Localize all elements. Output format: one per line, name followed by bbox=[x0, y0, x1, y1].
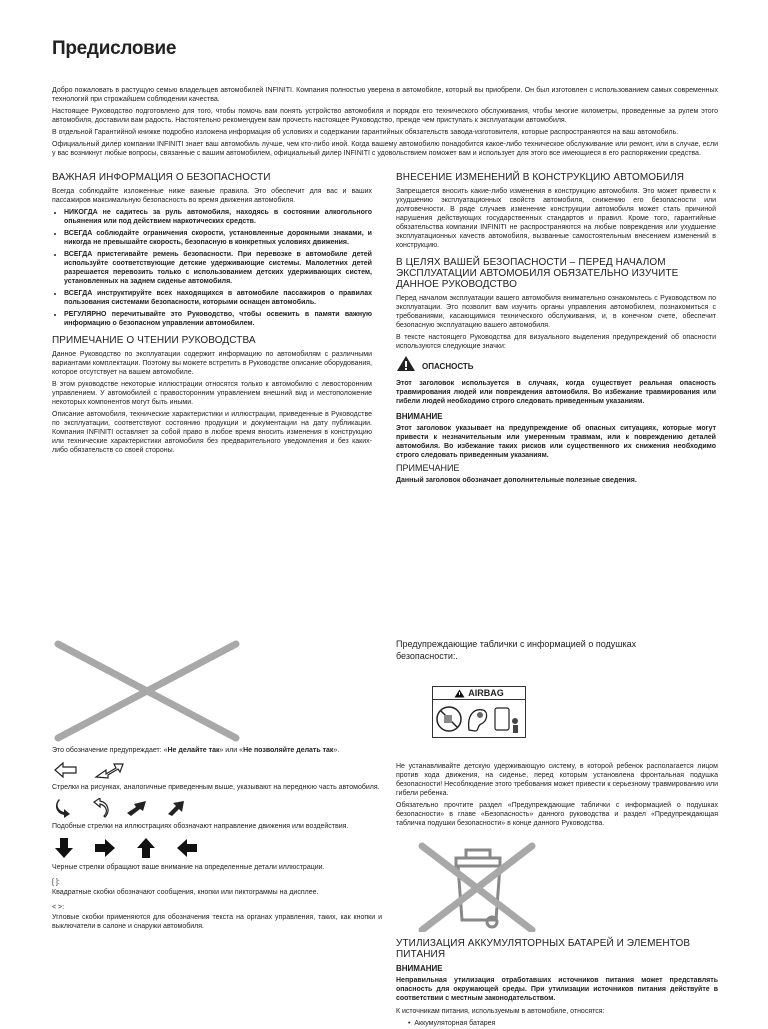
square-bracket-text: Квадратные скобки обозначают сообщения, кнопки или пиктограммы на дисплее. bbox=[52, 889, 319, 896]
battery-warning-label: ВНИМАНИЕ bbox=[396, 964, 443, 973]
curved-arrow-up-icon bbox=[90, 798, 110, 818]
modifications-heading: ВНЕСЕНИЕ ИЗМЕНЕНИЙ В КОНСТРУКЦИЮ АВТОМОБИЛЯ bbox=[396, 172, 685, 183]
safety-list bbox=[52, 208, 372, 328]
arrows-front-text: Стрелки на рисунках, аналогичные приведенным выше, указывают на переднюю часть автомобиля. bbox=[52, 784, 380, 791]
airbag-section bbox=[396, 762, 718, 831]
angle-bracket-symbol: < >: bbox=[52, 904, 65, 911]
angle-bracket-text: Угловые скобки применяются для обозначения текста на органах управления, таких, как кнопки и выключатели в салоне и снаружи автомобиля. bbox=[52, 914, 382, 930]
warning-text: Этот заголовок указывает на предупреждение об опасных ситуациях, которые могут привести к незначительным или умеренным травмам, или к повреждению деталей автомобиля. Во избежание таких рисков или существенного их снижения необходимо строго следовать приведенным указаниям. bbox=[396, 425, 716, 459]
warning-triangle-icon bbox=[454, 689, 465, 698]
list-item: • РЕГУЛЯРНО перечитывайте это Руководство, чтобы освежить в памяти важную информацию о безопасном управлении автомобилем. bbox=[64, 310, 372, 328]
note-label: ПРИМЕЧАНИЕ bbox=[396, 463, 460, 473]
outline-arrow-angled-icon bbox=[94, 761, 124, 779]
airbag-label-header bbox=[433, 687, 525, 700]
list-item: • ВСЕГДА соблюдайте ограничения скорости, установленные дорожными знаками, и никогда не превышайте скорость, безопасную в конкретных условиях движения. bbox=[64, 229, 372, 247]
study-heading: В ЦЕЛЯХ ВАШЕЙ БЕЗОПАСНОСТИ – ПЕРЕД НАЧАЛОМ ЭКСПЛУАТАЦИИ АВТОМОБИЛЯ ОБЯЗАТЕЛЬНО ИЗУЧИТЕ ДАННОЕ РУКОВОДСТВО bbox=[396, 257, 679, 290]
danger-label: ОПАСНОСТЬ bbox=[422, 361, 474, 371]
black-arrow-left-icon bbox=[176, 838, 198, 858]
intro-paragraph: Настоящее Руководство подготовлено для того, чтобы помочь вам понять устройство автомобиля и порядок его технического обслуживания, чтобы многие километры, проведенные за рулем этого автомобиля, доставили вам радость. Настоятельно рекомендуем вам прочесть настоящее Руководство, прежде чем приступать к эксплуатации автомобиля. bbox=[52, 108, 718, 124]
black-arrow-up-icon bbox=[136, 837, 156, 859]
prohibition-cross-icon bbox=[52, 640, 242, 742]
danger-text: Этот заголовок используется в случаях, когда существует реальная опасность травмирования людей или повреждения автомобиля. Во избежание травмирования или гибели людей необходимо строго следовать приведенным указаниям. bbox=[396, 380, 716, 405]
danger-row bbox=[396, 355, 716, 377]
intro-paragraph: В отдельной Гарантийной книжке подробно изложена информация об условиях и содержании гарантийных обязательств завода-изготовителя, которые распространяются на ваш автомобиль. bbox=[52, 129, 679, 136]
black-arrow-right-icon bbox=[94, 838, 116, 858]
study-paragraph: Перед началом эксплуатации вашего автомобиля внимательно ознакомьтесь с Руководством по эксплуатации. Это позволит вам изучить органы управления автомобилем, познакомиться с требованиями, касающимися технического обслуживания, и, в конечном счете, обеспечит безопасную эксплуатацию вашего автомобиля. bbox=[396, 295, 716, 329]
outline-arrow-left-icon bbox=[54, 762, 78, 778]
battery-warning-text: Неправильная утилизация отработавших источников питания может представлять опасность для окружающей среды. При утилизации источников питания действуйте в соответствии с местным законодательством. bbox=[396, 977, 718, 1002]
study-paragraph: В тексте настоящего Руководства для визуального выделения предупреждений об опасности используются следующие значки: bbox=[396, 334, 716, 350]
modifications-text: Запрещается вносить какие-либо изменения в конструкцию автомобиля. Это может привести к ухудшению эксплуатационных свойств автомобиля, снижению его безопасности или долговечности. В ряде случаев изменение конструкции автомобиля может стать причиной нарушения действующих государственных стандартов и правил. Кроме того, гарантийные обязательства компании INFINITI не распространяются на любые повреждения или ухудшение эксплуатационных качеств автомобиля, вызванные самостоятельным внесением изменений в конструкцию. bbox=[396, 188, 716, 249]
black-arrow-down-icon bbox=[54, 837, 74, 859]
warning-triangle-icon bbox=[396, 355, 416, 377]
battery-section bbox=[396, 938, 718, 1029]
battery-heading: УТИЛИЗАЦИЯ АККУМУЛЯТОРНЫХ БАТАРЕЙ И ЭЛЕМЕНТОВ ПИТАНИЯ bbox=[396, 938, 691, 960]
reading-paragraph: Описание автомобиля, технические характеристики и иллюстрации, приведенные в Руководстве по эксплуатации, соответствуют состоянию продукции и документации на дату публикации. Компания INFINITI оставляет за собой право в любое время вносить изменения в конструкцию или технические характеристики автомобиля без предварительного уведомления и без каких-либо обязательств со своей стороны. bbox=[52, 411, 372, 454]
intro-section bbox=[52, 86, 718, 161]
airbag-label-text: AIRBAG bbox=[468, 688, 504, 698]
square-bracket-symbol: [ ]: bbox=[52, 879, 60, 886]
symbols-section bbox=[52, 746, 382, 934]
front-arrows-row bbox=[54, 761, 382, 779]
left-column bbox=[52, 172, 372, 458]
airbag-caption: Предупреждающие таблички с информацией о подушках безопасности:. bbox=[396, 639, 637, 661]
arrows-motion-text: Подобные стрелки на иллюстрациях обозначают направление движения или воздействия. bbox=[52, 823, 349, 830]
list-item: • Аккумуляторная батарея bbox=[408, 1020, 496, 1027]
safety-heading: ВАЖНАЯ ИНФОРМАЦИЯ О БЕЗОПАСНОСТИ bbox=[52, 172, 271, 183]
reading-paragraph: Данное Руководство по эксплуатации содержит информацию по автомобилям с различными вариантами комплектации. Поэтому вы можете встретить в Руководстве описание оборудования, которое отсутствует на вашем автомобиле. bbox=[52, 351, 372, 376]
safety-lead: Всегда соблюдайте изложенные ниже важные правила. Это обеспечит для вас и ваших пассажиров максимальную безопасность во время движения автомобиля. bbox=[52, 188, 372, 204]
reading-paragraph: В этом руководстве некоторые иллюстрации относятся только к автомобилю с левосторонним управлением. У автомобилей с правосторонним управлением внешний вид и местоположение некоторых компонентов могут быть иными. bbox=[52, 381, 372, 406]
right-column bbox=[396, 172, 716, 488]
curved-arrow-down-icon bbox=[54, 798, 74, 818]
reading-heading: ПРИМЕЧАНИЕ О ЧТЕНИИ РУКОВОДСТВА bbox=[52, 335, 256, 346]
intro-paragraph: Добро пожаловать в растущую семью владельцев автомобилей INFINITI. Компания полностью уверена в автомобиле, который вы приобрели. Он был изготовлен с использованием самых современных технологий при строжайшем соблюдении качества. bbox=[52, 87, 718, 103]
battery-sources-lead: К источникам питания, используемым в автомобиле, относятся: bbox=[396, 1008, 605, 1015]
note-text: Данный заголовок обозначает дополнительные полезные сведения. bbox=[396, 477, 637, 484]
airbag-paragraph: Не устанавливайте детскую удерживающую систему, в которой ребенок располагается лицом против хода движения, на сиденье, перед которым установлена фронтальная подушка безопасности! Несоблюдение этого требования может привести к серьезному травмированию или гибели ребенка. bbox=[396, 763, 718, 797]
bent-arrow-icon bbox=[166, 799, 188, 817]
motion-arrows-row bbox=[54, 798, 382, 818]
black-arrows-row bbox=[54, 837, 382, 859]
list-item: • ВСЕГДА пристегивайте ремень безопасности. При перевозке в автомобиле детей используйте соответствующие детские удерживающие системы. Малолетних детей разрешается перевозить только с использованием детских удерживающих систем, установленных на заднем сиденье автомобиля. bbox=[64, 250, 372, 286]
airbag-paragraph: Обязательно прочтите раздел «Предупреждающие таблички с информацией о подушках безопасности» в главе «Безопасность» данного руководства и раздел «Предупреждающая табличка подушки безопасности» в конце данного Руководства. bbox=[396, 802, 718, 827]
airbag-warning-label bbox=[432, 686, 526, 738]
crossed-bin-icon bbox=[418, 842, 536, 932]
arrows-black-text: Черные стрелки обращают ваше внимание на определенные детали иллюстрации. bbox=[52, 864, 325, 871]
list-item: • ВСЕГДА инструктируйте всех находящихся в автомобиле пассажиров о правилах пользования системами безопасности, которыми оснащен автомобиль. bbox=[64, 289, 372, 307]
x-caption: Это обозначение предупреждает: «Не делайте так» или «Не позволяйте делать так». bbox=[52, 747, 340, 754]
airbag-pictograms-icon bbox=[433, 700, 525, 737]
list-item: • НИКОГДА не садитесь за руль автомобиля, находясь в состоянии алкогольного опьянения или под действием наркотических средств. bbox=[64, 208, 372, 226]
intro-paragraph: Официальный дилер компании INFINITI знает ваш автомобиль лучше, чем кто-либо иной. Когда вашему автомобилю понадобится какое-либо техническое обслуживание или ремонт, или в случае, если у вас возникнут любые вопросы, связанные с вашим автомобилем, официальный дилер INFINITI с удовольствием поможет вам и использует для этого все имеющиеся в его распоряжении средства. bbox=[52, 141, 718, 157]
diagonal-arrow-icon bbox=[126, 799, 150, 817]
warning-label: ВНИМАНИЕ bbox=[396, 412, 443, 421]
page-title: Предисловие bbox=[52, 38, 177, 59]
